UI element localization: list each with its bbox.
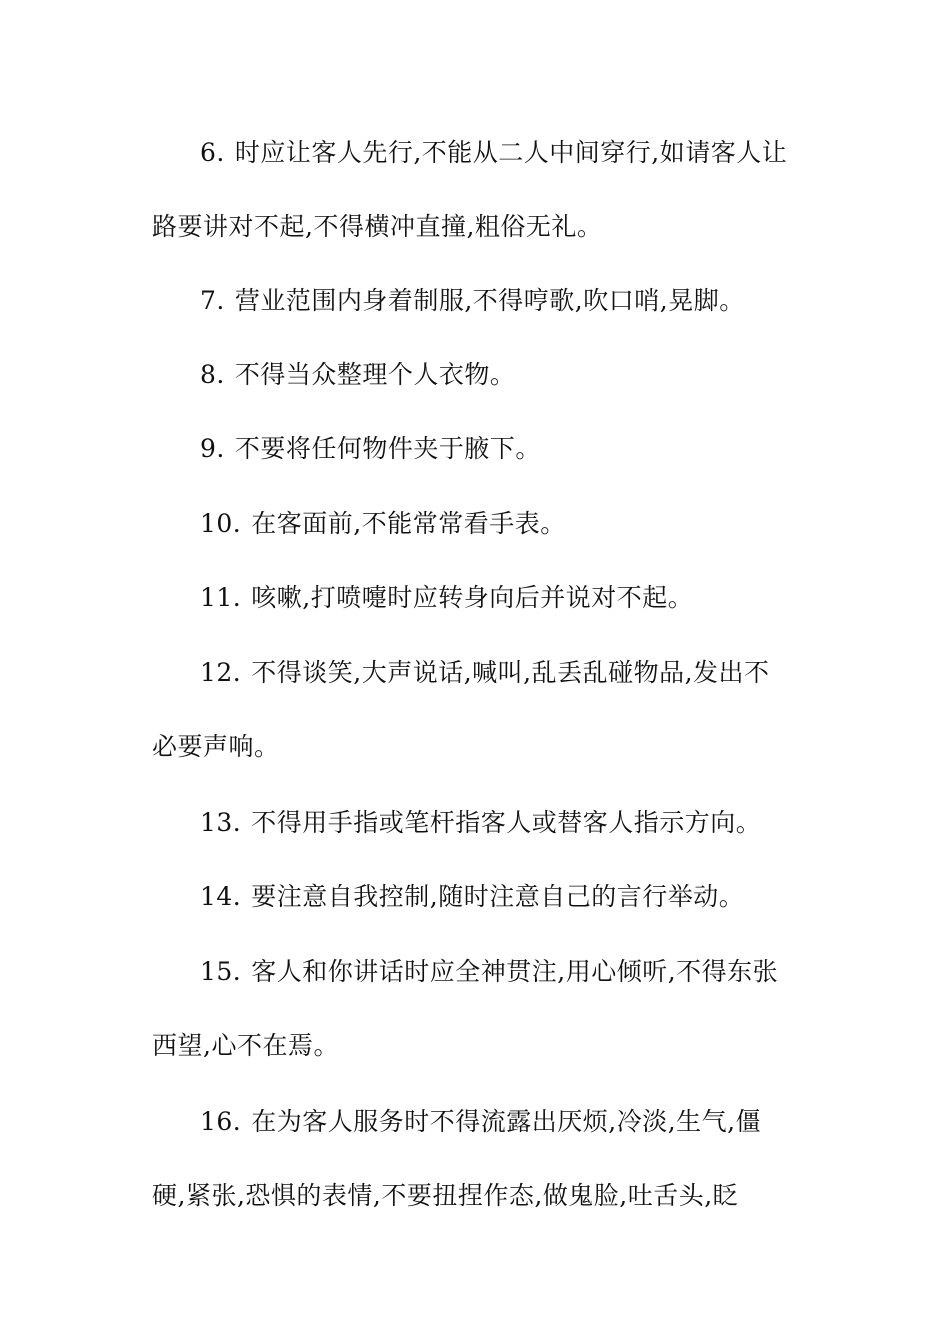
item-9-line-1 <box>200 431 860 467</box>
item-text: 要注意自我控制,随时注意自己的言行举动。 <box>251 882 745 911</box>
item-text: 咳嗽,打喷嚏时应转身向后并说对不起。 <box>251 583 694 612</box>
item-number: 8. <box>200 360 225 389</box>
item-number: 14. <box>200 882 242 911</box>
item-11-line-1 <box>200 580 860 616</box>
item-text: 在客面前,不能常常看手表。 <box>251 509 566 538</box>
item-16-line-2 <box>152 1178 812 1214</box>
item-10-line-1 <box>200 506 860 542</box>
item-number: 11. <box>200 583 242 612</box>
item-6-line-2 <box>152 209 812 245</box>
item-text: 西望,心不在焉。 <box>152 1031 339 1060</box>
item-number: 16. <box>200 1107 242 1136</box>
item-14-line-1 <box>200 879 860 915</box>
item-number: 12. <box>200 658 242 687</box>
item-text: 不得用手指或笔杆指客人或替客人指示方向。 <box>251 808 762 837</box>
item-text: 不得谈笑,大声说话,喊叫,乱丢乱碰物品,发出不 <box>251 658 770 687</box>
item-7-line-1 <box>200 283 860 319</box>
item-number: 9. <box>200 434 225 463</box>
item-15-line-1 <box>200 954 860 990</box>
item-text: 营业范围内身着制服,不得哼歌,吹口哨,晃脚。 <box>234 286 745 315</box>
item-text: 不得当众整理个人衣物。 <box>234 360 516 389</box>
item-text: 硬,紧张,恐惧的表情,不要扭捏作态,做鬼脸,吐舌头,眨 <box>152 1181 739 1210</box>
item-text: 必要声响。 <box>152 732 280 761</box>
item-15-line-2 <box>152 1028 812 1064</box>
item-text: 客人和你讲话时应全神贯注,用心倾听,不得东张 <box>251 957 779 986</box>
item-13-line-1 <box>200 805 860 841</box>
item-number: 6. <box>200 138 225 167</box>
item-number: 7. <box>200 286 225 315</box>
item-6-line-1 <box>200 135 860 171</box>
item-number: 13. <box>200 808 242 837</box>
item-8-line-1 <box>200 357 860 393</box>
item-text: 不要将任何物件夹于腋下。 <box>234 434 541 463</box>
item-number: 10. <box>200 509 242 538</box>
item-16-line-1 <box>200 1104 860 1140</box>
item-text: 在为客人服务时不得流露出厌烦,冷淡,生气,僵 <box>251 1107 762 1136</box>
item-12-line-2 <box>152 729 812 765</box>
item-12-line-1 <box>200 655 860 691</box>
item-text: 路要讲对不起,不得横冲直撞,粗俗无礼。 <box>152 212 603 241</box>
item-text: 时应让客人先行,不能从二人中间穿行,如请客人让 <box>234 138 788 167</box>
item-number: 15. <box>200 957 242 986</box>
